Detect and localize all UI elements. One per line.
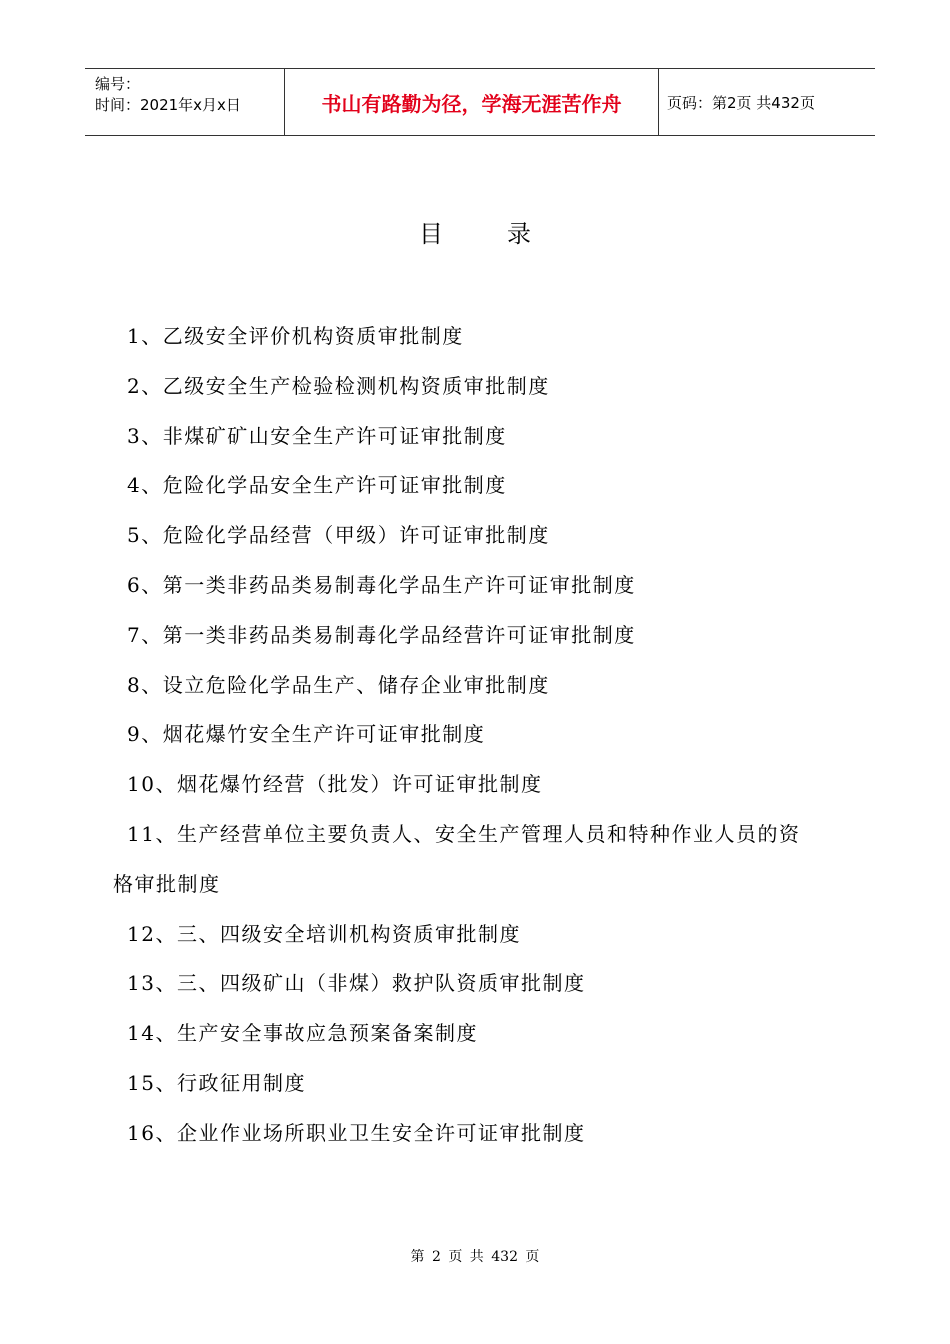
toc-item: 9、烟花爆竹安全生产许可证审批制度 — [127, 722, 486, 747]
header-meta-cell — [85, 69, 285, 135]
page-header — [85, 68, 875, 136]
page-title: 目录 — [419, 220, 595, 248]
toc-item: 13、三、四级矿山（非煤）救护队资质审批制度 — [127, 971, 586, 996]
page-footer: 第 2 页 共 432 页 — [410, 1249, 540, 1265]
header-page-cell — [659, 69, 875, 135]
toc-item: 3、非煤矿矿山安全生产许可证审批制度 — [127, 423, 507, 448]
number-label: 编号： — [95, 75, 141, 93]
toc-item: 12、三、四级安全培训机构资质审批制度 — [127, 921, 521, 946]
toc-item: 10、烟花爆竹经营（批发）许可证审批制度 — [127, 772, 543, 797]
toc-item: 14、生产安全事故应急预案备案制度 — [127, 1021, 478, 1046]
page-code: 页码：第2页 共432页 — [667, 93, 815, 112]
toc-item: 11、生产经营单位主要负责人、安全生产管理人员和特种作业人员的资 — [127, 821, 801, 846]
toc-item: 8、设立危险化学品生产、储存企业审批制度 — [127, 672, 550, 697]
toc-item: 1、乙级安全评价机构资质审批制度 — [127, 324, 464, 348]
header-motto-cell — [285, 69, 659, 135]
toc-item: 15、行政征用制度 — [127, 1070, 306, 1095]
toc-item: 5、危险化学品经营（甲级）许可证审批制度 — [127, 523, 550, 548]
toc-item-continuation: 格审批制度 — [113, 871, 221, 896]
table-of-contents — [113, 312, 827, 1159]
time-line: 时间：2021年x月x日 — [95, 96, 241, 114]
toc-item: 16、企业作业场所职业卫生安全许可证审批制度 — [127, 1120, 586, 1145]
toc-item: 2、乙级安全生产检验检测机构资质审批制度 — [127, 373, 550, 398]
toc-item: 6、第一类非药品类易制毒化学品生产许可证审批制度 — [127, 572, 636, 597]
toc-item: 4、危险化学品安全生产许可证审批制度 — [127, 473, 507, 498]
toc-item: 7、第一类非药品类易制毒化学品经营许可证审批制度 — [127, 622, 636, 647]
motto: 书山有路勤为径，学海无涯苦作舟 — [321, 91, 622, 116]
